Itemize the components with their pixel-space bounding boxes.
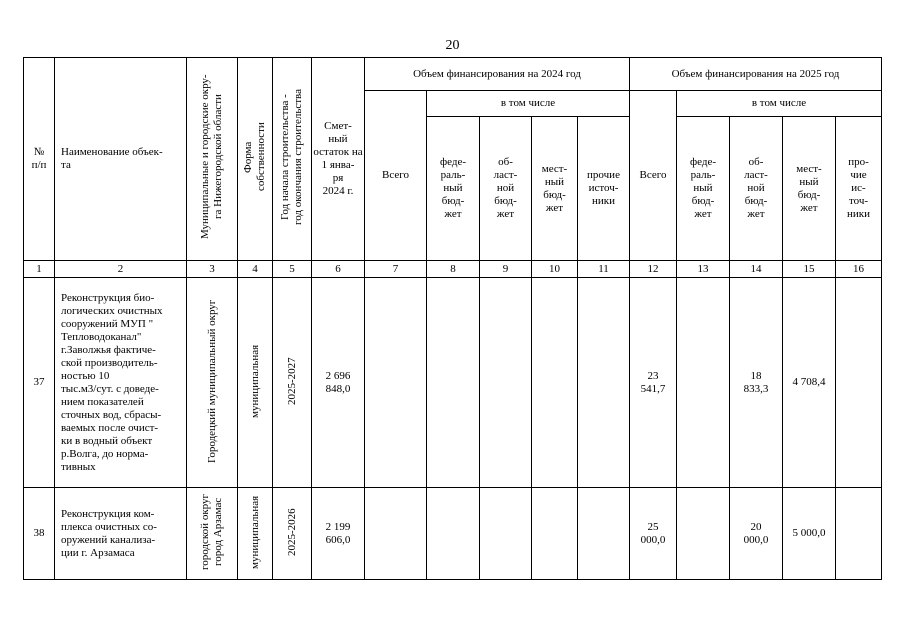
- column-number: 12: [630, 261, 677, 278]
- header-other-2024: прочие источ- ники: [578, 117, 630, 261]
- row-federal-2025: [677, 278, 730, 488]
- header-federal-2025: феде- раль- ный бюд- жет: [677, 117, 730, 261]
- header-local-2024: мест- ный бюд- жет: [532, 117, 578, 261]
- header-local-2025: мест- ный бюд- жет: [783, 117, 836, 261]
- row-num: 38: [24, 488, 55, 580]
- column-number: 9: [480, 261, 532, 278]
- row-ownership: муниципальная: [238, 488, 273, 580]
- column-number: 16: [836, 261, 882, 278]
- column-number: 13: [677, 261, 730, 278]
- row-balance: 2 199 606,0: [312, 488, 365, 580]
- column-number: 14: [730, 261, 783, 278]
- table-row: [24, 278, 882, 488]
- header-total-2025: Всего: [630, 91, 677, 261]
- row-other-2024: [578, 278, 630, 488]
- column-number-row: [24, 261, 882, 278]
- column-number: 5: [273, 261, 312, 278]
- row-local-2024: [532, 278, 578, 488]
- row-name: Реконструкция био- логических очистных сооружений МУП " Тепловодоканал" г.Заволжья фактиче- ской производитель- ностью 10 тыс.м3/сут. с доведе- нием показателей сточных вод, сбрасы- ваемых после очист- ки в водный объект р.Волга, до норма- тивных: [55, 278, 187, 488]
- row-years: 2025-2026: [273, 488, 312, 580]
- column-number: 15: [783, 261, 836, 278]
- header-total-2024: Всего: [365, 91, 427, 261]
- funding-table: [23, 57, 882, 580]
- column-number: 8: [427, 261, 480, 278]
- header-ownership: Форма собственности: [238, 58, 273, 261]
- row-num: 37: [24, 278, 55, 488]
- header-balance: Смет- ный остаток на 1 янва- ря 2024 г.: [312, 58, 365, 261]
- row-local-2024: [532, 488, 578, 580]
- header-num: № п/п: [24, 58, 55, 261]
- row-ownership: муниципальная: [238, 278, 273, 488]
- column-number: 2: [55, 261, 187, 278]
- row-other-2024: [578, 488, 630, 580]
- row-local-2025: 4 708,4: [783, 278, 836, 488]
- header-regional-2024: об- ласт- ной бюд- жет: [480, 117, 532, 261]
- row-municipality: Городецкий муниципальный округ: [187, 278, 238, 488]
- header-funding-2024: Объем финансирования на 2024 год: [365, 58, 630, 91]
- header-years: Год начала строительства - год окончания строительства: [273, 58, 312, 261]
- row-local-2025: 5 000,0: [783, 488, 836, 580]
- header-name: Наименование объек- та: [55, 58, 187, 261]
- row-years: 2025-2027: [273, 278, 312, 488]
- row-regional-2025: 20 000,0: [730, 488, 783, 580]
- page-number: 20: [445, 38, 460, 53]
- row-regional-2024: [480, 278, 532, 488]
- column-number: 1: [24, 261, 55, 278]
- row-federal-2024: [427, 278, 480, 488]
- row-regional-2024: [480, 488, 532, 580]
- row-federal-2024: [427, 488, 480, 580]
- header-regional-2025: об- ласт- ной бюд- жет: [730, 117, 783, 261]
- table-row: [24, 488, 882, 580]
- row-total-2025: 23 541,7: [630, 278, 677, 488]
- header-municipality: Муниципальные и городские окру- га Нижегородской области: [187, 58, 238, 261]
- row-federal-2025: [677, 488, 730, 580]
- column-number: 4: [238, 261, 273, 278]
- row-name: Реконструкция ком- плекса очистных со- оружений канализа- ции г. Арзамаса: [55, 488, 187, 580]
- column-number: 11: [578, 261, 630, 278]
- header-including-2025: в том числе: [677, 91, 882, 117]
- row-total-2024: [365, 278, 427, 488]
- row-regional-2025: 18 833,3: [730, 278, 783, 488]
- row-other-2025: [836, 488, 882, 580]
- row-total-2024: [365, 488, 427, 580]
- header-other-2025: про- чие ис- точ- ники: [836, 117, 882, 261]
- row-total-2025: 25 000,0: [630, 488, 677, 580]
- row-other-2025: [836, 278, 882, 488]
- column-number: 6: [312, 261, 365, 278]
- header-federal-2024: феде- раль- ный бюд- жет: [427, 117, 480, 261]
- column-number: 3: [187, 261, 238, 278]
- row-balance: 2 696 848,0: [312, 278, 365, 488]
- header-including-2024: в том числе: [427, 91, 630, 117]
- column-number: 10: [532, 261, 578, 278]
- column-number: 7: [365, 261, 427, 278]
- row-municipality: городской округ город Арзамас: [187, 488, 238, 580]
- header-funding-2025: Объем финансирования на 2025 год: [630, 58, 882, 91]
